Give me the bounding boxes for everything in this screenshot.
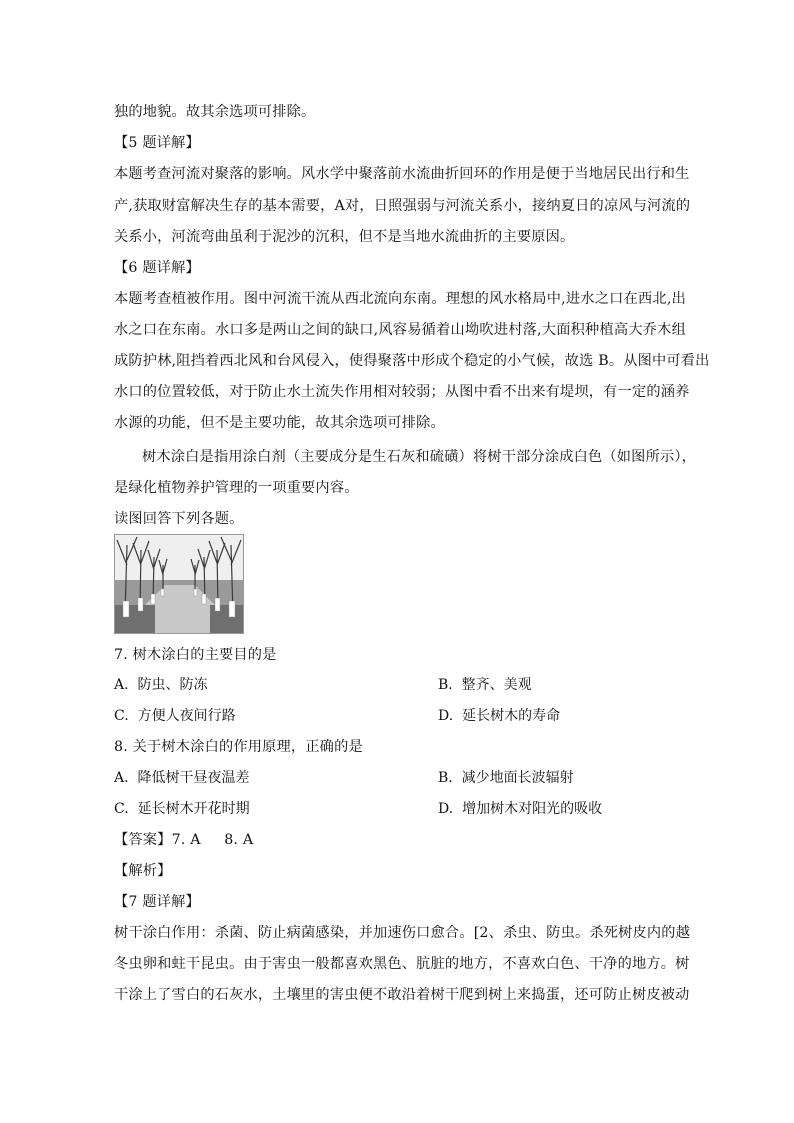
question-stem-8: 8. 关于树木涂白的作用原理，正确的是 — [114, 739, 363, 755]
answer-text: 7. A 8. A — [171, 832, 254, 848]
option-text: 方便人夜间行路 — [137, 708, 236, 724]
option-text: 增加树木对阳光的吸收 — [462, 801, 603, 817]
paragraph-line: 产,获取财富解决生存的基本需要，A对，日照强弱与河流关系小，接纳夏日的凉风与河流的 — [114, 198, 691, 214]
option-text: 延长树木的寿命 — [462, 708, 561, 724]
analysis-label: 【解析】 — [114, 863, 172, 879]
reading-instruction: 读图回答下列各题。 — [114, 511, 244, 527]
option-7c — [114, 706, 236, 726]
option-letter: D. — [438, 801, 454, 817]
option-text: 降低树干昼夜温差 — [137, 770, 250, 786]
paragraph-line: 本题考查植被作用。图中河流干流从西北流向东南。理想的风水格局中,进水之口在西北,出 — [114, 291, 686, 307]
option-7b — [438, 675, 532, 695]
section-heading-q5: 【5 题详解】 — [114, 135, 200, 151]
option-letter: C. — [114, 801, 129, 817]
option-8c — [114, 799, 250, 819]
answer-label: 【答案】 — [114, 832, 172, 848]
paragraph-line: 水之口在东南。水口多是两山之间的缺口,风容易循着山坳吹进村落,大面积种植高大乔木组 — [114, 322, 686, 338]
paragraph-line: 成防护林,阻挡着西北风和台风侵入，使得聚落中形成个稳定的小气候，故选 B。从图中可看出 — [114, 353, 710, 369]
paragraph-line: 水口的位置较低，对于防止水土流失作用相对较弱；从图中看不出来有堤坝，有一定的涵养 — [114, 384, 690, 400]
answer-line — [114, 830, 686, 850]
option-letter: D. — [438, 708, 454, 724]
option-letter: A. — [114, 677, 129, 693]
paragraph-line: 树干涂白作用：杀菌、防止病菌感染，并加速伤口愈合。[2、杀虫、防虫。杀死树皮内的越 — [114, 925, 691, 941]
option-8b — [438, 768, 574, 788]
option-letter: C. — [114, 708, 129, 724]
option-letter: A. — [114, 770, 129, 786]
option-letter: B. — [438, 677, 453, 693]
question-stem-7: 7. 树木涂白的主要目的是 — [114, 647, 277, 663]
paragraph-line: 本题考查河流对聚落的影响。风水学中聚落前水流曲折回环的作用是便于当地居民出行和生 — [114, 166, 690, 182]
paragraph-line: 水源的功能，但不是主要功能，故其余选项可排除。 — [114, 415, 445, 431]
option-text: 延长树木开花时期 — [137, 801, 250, 817]
intro-paragraph-line: 是绿化植物养护管理的一项重要内容。 — [114, 480, 359, 496]
tree-avenue-illustration — [115, 535, 244, 634]
option-text: 防虫、防冻 — [137, 677, 208, 693]
paragraph-line: 干涂上了雪白的石灰水，土壤里的害虫便不敢沿着树干爬到树上来捣蛋，还可防止树皮被动 — [114, 987, 690, 1003]
option-text: 减少地面长波辐射 — [461, 770, 574, 786]
option-text: 整齐、美观 — [461, 677, 532, 693]
paragraph-line: 独的地貌。故其余选项可排除。 — [114, 104, 316, 120]
section-heading-q6: 【6 题详解】 — [114, 260, 200, 276]
option-7a — [114, 675, 207, 695]
option-8a — [114, 768, 249, 788]
intro-paragraph-line: 树木涂白是指用涂白剂（主要成分是生石灰和硫磺）将树干部分涂成白色（如图所示）， — [142, 449, 697, 465]
option-8d — [438, 799, 602, 819]
section-heading-q7: 【7 题详解】 — [114, 894, 200, 910]
tree-avenue-photo — [114, 534, 244, 634]
option-letter: B. — [438, 770, 453, 786]
paragraph-line: 冬虫卵和蛀干昆虫。由于害虫一般都喜欢黑色、肮脏的地方，不喜欢白色、干净的地方。树 — [114, 956, 690, 972]
paragraph-line: 关系小，河流弯曲虽利于泥沙的沉积，但不是当地水流曲折的主要原因。 — [114, 229, 575, 245]
option-7d — [438, 706, 560, 726]
